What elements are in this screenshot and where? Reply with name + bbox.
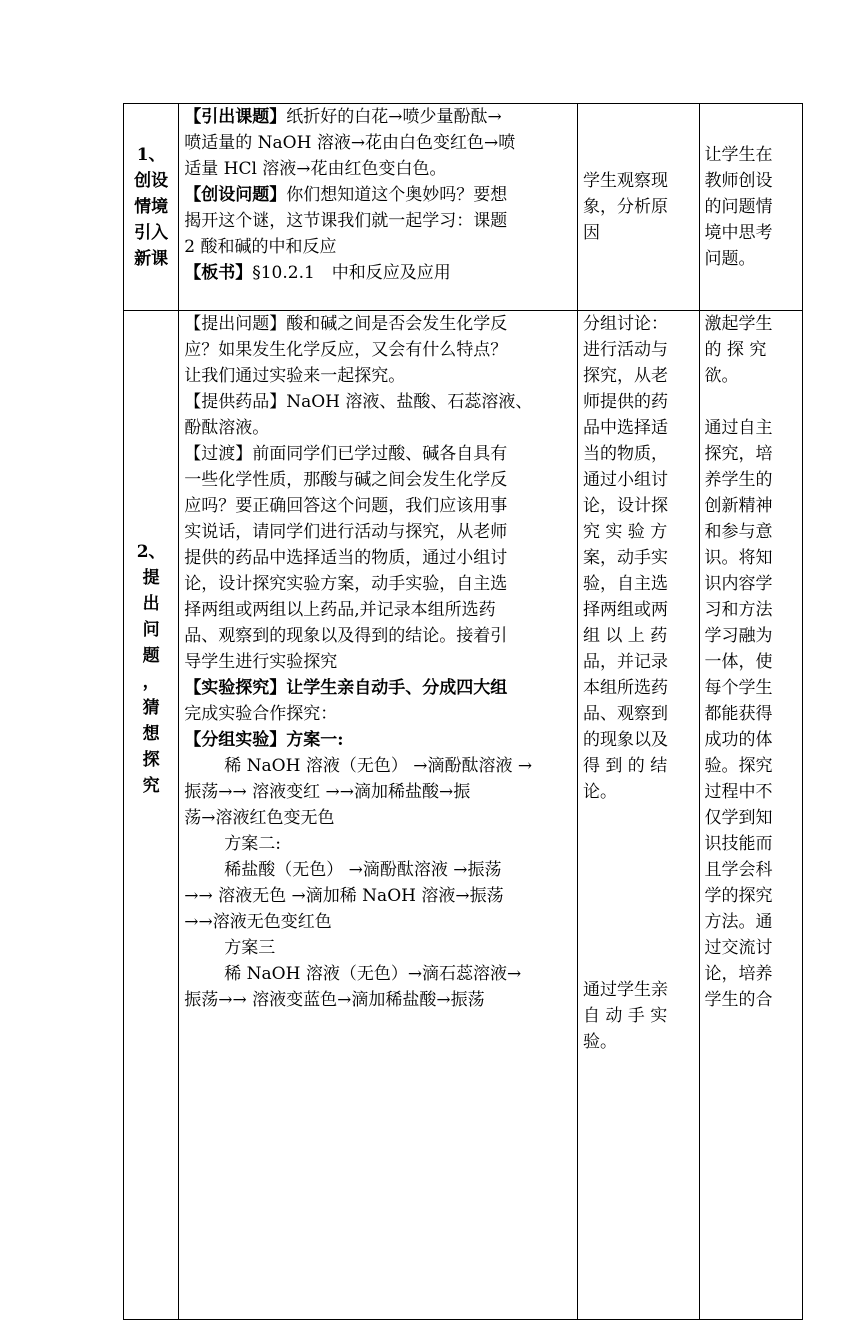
stage-label: 想 (142, 724, 160, 744)
line-text: 你们想知道这个奥妙吗？要想 (286, 185, 508, 205)
text-line: 酚酞溶液。 (184, 418, 270, 438)
text-line: 论，设计探究实验方案，动手实验，自主选 (184, 574, 508, 594)
text-line: 稀盐酸（无色） →滴酚酞溶液 →振荡 (224, 860, 502, 880)
text-line: →→溶液无色变红色 (184, 912, 332, 932)
text-line: 识内容学 (704, 574, 773, 594)
spacer (705, 389, 797, 415)
text-line: 【提供药品】NaOH 溶液、盐酸、石蕊溶液、 (184, 392, 533, 412)
text-line: 稀 NaOH 溶液（无色） →滴酚酞溶液 → (224, 756, 533, 776)
text-line: 喷适量的 NaOH 溶液→花由白色变红色→喷 (184, 133, 516, 153)
text-line: 【过渡】前面同学们已学过酸、碱各自具有 (184, 444, 508, 464)
text-line: 过交流讨 (704, 938, 773, 958)
text-line: 学生的合 (704, 990, 773, 1010)
text-line: 自 动 手 实 (582, 1006, 668, 1026)
lesson-plan-table (123, 103, 803, 1320)
text-line: 通过自主 (704, 418, 773, 438)
section-tag: 【板书】 (184, 263, 253, 283)
text-line: 境中思考 (704, 223, 773, 243)
text-line: 2 酸和碱的中和反应 (184, 237, 337, 257)
text-line: 【分组实验】方案一: (184, 730, 344, 750)
text-line: 进行活动与 (582, 340, 668, 360)
text-line: 品中选择适 (582, 418, 668, 438)
text-line: 学生观察现 (582, 171, 668, 191)
text-line: 习和方法 (704, 600, 773, 620)
text-line: 学习融为 (704, 626, 773, 646)
text-line: 通过学生亲 (582, 980, 668, 1000)
text-line: 问题。 (704, 249, 756, 269)
text-line: 【提出问题】酸和碱之间是否会发生化学反 (184, 314, 508, 334)
text-line: 让我们通过实验来一起探究。 (184, 366, 406, 386)
text-line: 的问题情 (704, 197, 773, 217)
stage-label: 探 (142, 750, 160, 770)
text-line: 养学生的 (704, 470, 773, 490)
text-line: 验。探究 (704, 756, 773, 776)
text-line: 验，自主选 (582, 574, 668, 594)
teacher-activity-cell (179, 104, 578, 311)
text-line: 适量 HCl 溶液→花由红色变白色。 (184, 159, 447, 179)
text-line: 通过小组讨 (582, 470, 668, 490)
text-line: 探究，从老 (582, 366, 668, 386)
text-line: 分组讨论： (582, 314, 668, 334)
design-intent-cell (699, 104, 802, 311)
text-line: 方法。通 (704, 912, 773, 932)
text-line: 实说话，请同学们进行活动与探究，从老师 (184, 522, 508, 542)
teacher-activity-cell (179, 311, 578, 1320)
text-line (184, 260, 572, 286)
text-line: 探究，培 (704, 444, 773, 464)
section-tag: 【引出课题】 (184, 107, 287, 127)
text-line: 识。将知 (704, 548, 773, 568)
text-line: 都能获得 (704, 704, 773, 724)
spacer (583, 805, 694, 977)
stage-cell (124, 311, 179, 1320)
text-line: 识技能而 (704, 834, 773, 854)
stage-label: 创设 (134, 171, 169, 191)
text-line: 创新精神 (704, 496, 773, 516)
text-line: 品，并记录 (582, 652, 668, 672)
text-line: 荡→溶液红色变无色 (184, 808, 335, 828)
text-line: 提供的药品中选择适当的物质，通过小组讨 (184, 548, 508, 568)
text-line: 方案二: (224, 834, 281, 854)
text-line: 让学生在 (704, 145, 773, 165)
stage-label: 引入 (134, 223, 169, 243)
stage-cell (124, 104, 179, 311)
text-line: 振荡→→ 溶液变蓝色→滴加稀盐酸→振荡 (184, 990, 485, 1010)
text-line: 方案三 (224, 938, 276, 958)
text-line: 和参与意 (704, 522, 773, 542)
text-line: 的现象以及 (582, 730, 668, 750)
text-line: 稀 NaOH 溶液（无色）→滴石蕊溶液→ (224, 964, 522, 984)
text-line (184, 104, 572, 130)
text-line: 得 到 的 结 (582, 756, 668, 776)
stage-label: 题 (142, 646, 160, 666)
text-line: 师提供的药 (582, 392, 668, 412)
text-line: 当的物质， (582, 444, 668, 464)
text-line: 案，动手实 (582, 548, 668, 568)
text-line: 组 以 上 药 (582, 626, 668, 646)
text-line: 【实验探究】让学生亲自动手、分成四大组 (184, 678, 508, 698)
text-line: →→ 溶液无色 →滴加稀 NaOH 溶液→振荡 (184, 886, 504, 906)
stage-label: 问 (142, 620, 160, 640)
stage-label: 猜 (142, 698, 160, 718)
line-text: §10.2.1 中和反应及应用 (252, 263, 451, 283)
text-line: 欲。 (704, 366, 739, 386)
stage-label: 情境 (134, 197, 169, 217)
stage-label: 2、 (136, 542, 166, 562)
text-line: 一些化学性质，那酸与碱之间会发生化学反 (184, 470, 508, 490)
text-line: 教师创设 (704, 171, 773, 191)
text-line: 振荡→→ 溶液变红 →→滴加稀盐酸→振 (184, 782, 471, 802)
text-line: 的 探 究 (704, 340, 767, 360)
text-line: 论。 (582, 782, 617, 802)
line-text: 纸折好的白花→喷少量酚酞→ (286, 107, 502, 127)
text-line: 仅学到知 (704, 808, 773, 828)
text-line: 品、观察到 (582, 704, 668, 724)
text-line: 究 实 验 方 (582, 522, 668, 542)
stage-label: 新课 (134, 249, 169, 269)
student-activity-cell (577, 311, 699, 1320)
stage-label: 究 (142, 776, 160, 796)
stage-label: 1、 (136, 145, 166, 165)
table-row (124, 104, 803, 311)
text-line: 学的探究 (704, 886, 773, 906)
section-tag: 【创设问题】 (184, 185, 287, 205)
text-line: 完成实验合作探究： (184, 704, 338, 724)
text-line: 象，分析原 (582, 197, 668, 217)
text-line: 因 (582, 223, 600, 243)
text-line: 导学生进行实验探究 (184, 652, 338, 672)
text-line: 且学会科 (704, 860, 773, 880)
table-row (124, 311, 803, 1320)
text-line: 论，培养 (704, 964, 773, 984)
text-line: 应？如果发生化学反应，又会有什么特点？ (184, 340, 508, 360)
stage-label: ， (142, 672, 160, 692)
text-line: 品、观察到的现象以及得到的结论。接着引 (184, 626, 508, 646)
text-line: 一体，使 (704, 652, 773, 672)
text-line (184, 182, 572, 208)
text-line: 揭开这个谜，这节课我们就一起学习：课题 (184, 211, 508, 231)
text-line: 过程中不 (704, 782, 773, 802)
text-line: 择两组或两 (582, 600, 668, 620)
text-line: 验。 (582, 1032, 617, 1052)
stage-label: 提 (142, 568, 160, 588)
text-line: 择两组或两组以上药品,并记录本组所选药 (184, 600, 496, 620)
text-line: 每个学生 (704, 678, 773, 698)
text-line: 成功的体 (704, 730, 773, 750)
stage-label: 出 (142, 594, 160, 614)
text-line: 应吗？要正确回答这个问题，我们应该用事 (184, 496, 508, 516)
student-activity-cell (577, 104, 699, 311)
text-line: 本组所选药 (582, 678, 668, 698)
design-intent-cell (699, 311, 802, 1320)
text-line: 论，设计探 (582, 496, 668, 516)
text-line: 激起学生 (704, 314, 773, 334)
